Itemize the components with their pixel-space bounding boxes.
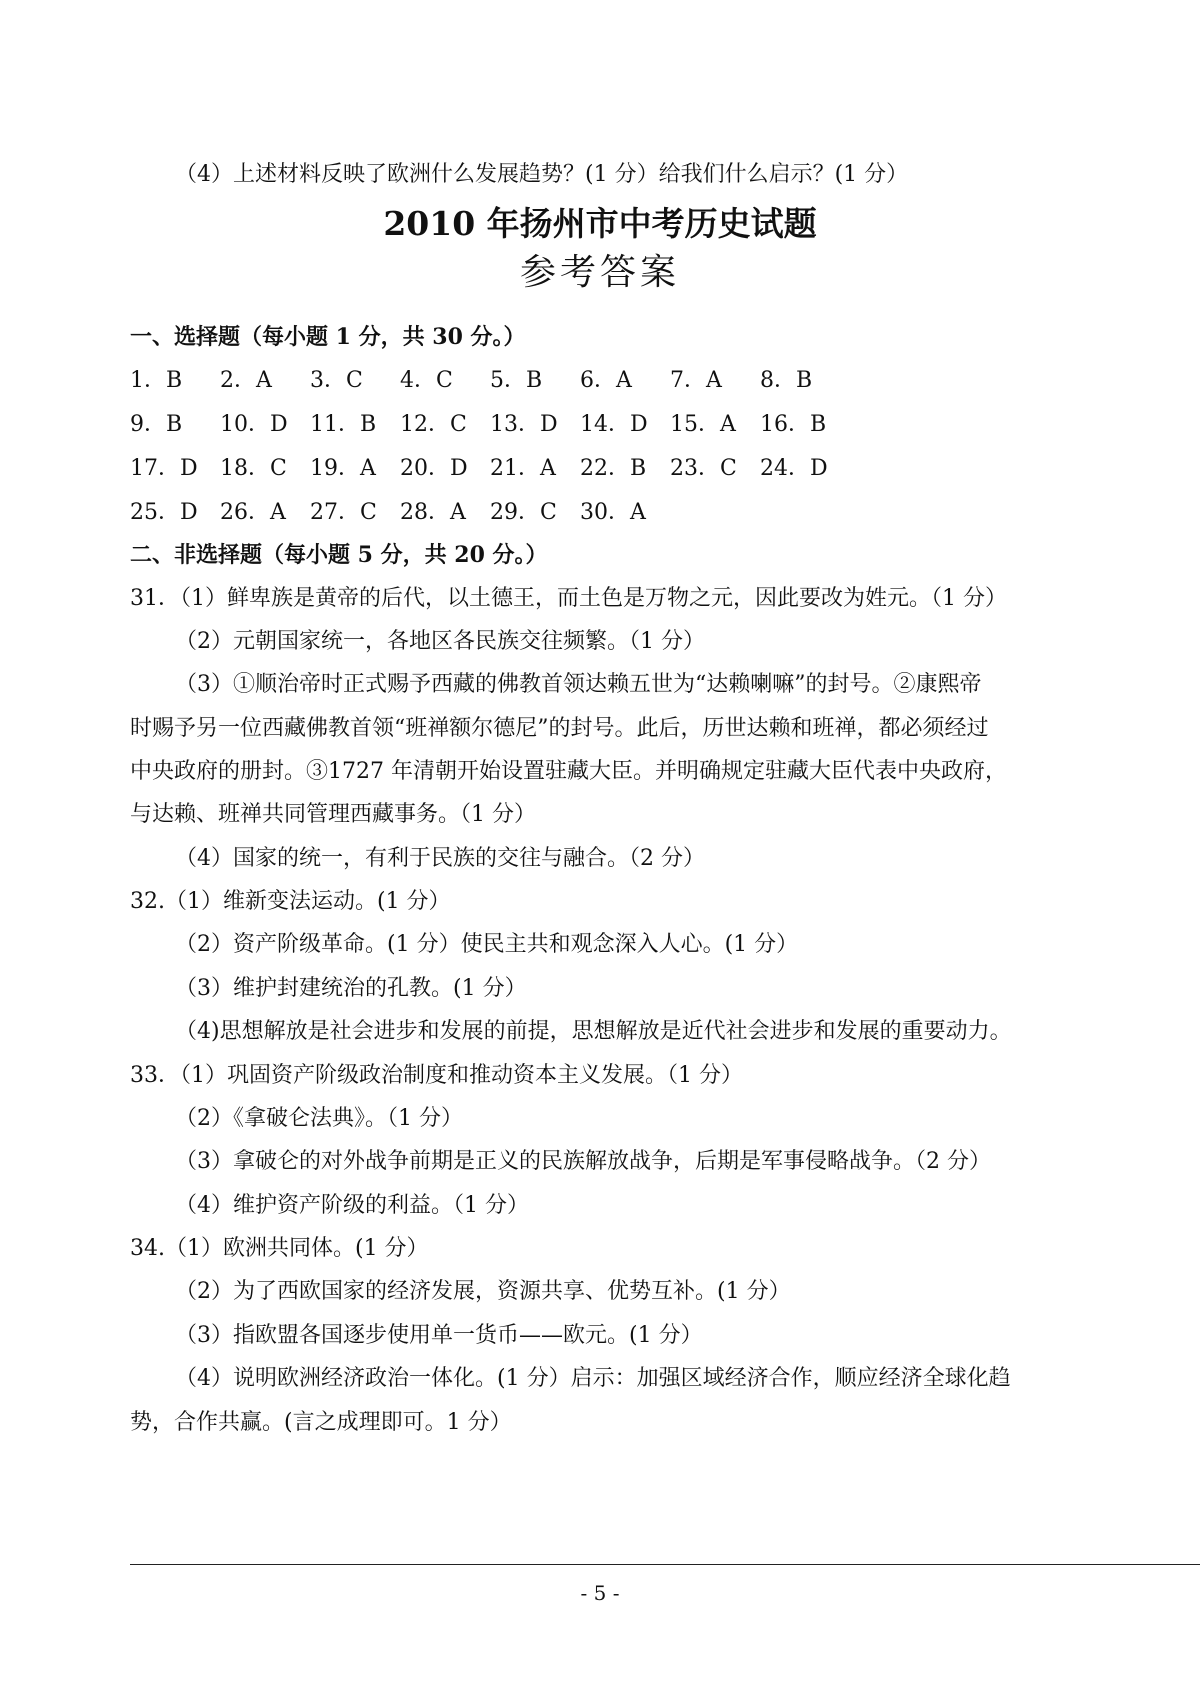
answer-item: 23．C — [670, 456, 737, 481]
answer-line: 与达赖、班禅共同管理西藏事务。（1 分） — [130, 802, 536, 827]
answer-line: 中央政府的册封。③1727 年清朝开始设置驻藏大臣。并明确规定驻藏大臣代表中央政府， — [130, 759, 1007, 784]
answer-item: 7．A — [670, 368, 722, 393]
answer-item: 9．B — [130, 412, 183, 437]
answer-line: （3）维护封建统治的孔教。(1 分） — [175, 976, 527, 1001]
page-subtitle: 参考答案 — [519, 252, 680, 293]
answer-line: （3）拿破仑的对外战争前期是正义的民族解放战争，后期是军事侵略战争。（2 分） — [175, 1149, 991, 1174]
answer-item: 18．C — [220, 456, 287, 481]
answer-line: 32.（1）维新变法运动。(1 分） — [130, 889, 451, 914]
answer-item: 12．C — [400, 412, 467, 437]
answer-item: 20．D — [400, 456, 468, 481]
answer-item: 22．B — [580, 456, 647, 481]
answer-item: 19．A — [310, 456, 376, 481]
answer-item: 17．D — [130, 456, 198, 481]
section2-heading: 二、非选择题（每小题 5 分，共 20 分。） — [130, 542, 548, 568]
answer-line: （3）指欧盟各国逐步使用单一货币——欧元。(1 分） — [175, 1323, 703, 1348]
answer-line: （2）资产阶级革命。(1 分）使民主共和观念深入人心。(1 分） — [175, 932, 799, 957]
answer-line: （4)思想解放是社会进步和发展的前提，思想解放是近代社会进步和发展的重要动力。 — [175, 1019, 1012, 1044]
answer-line: （2）《拿破仑法典》。（1 分） — [175, 1106, 463, 1131]
answer-item: 3．C — [310, 368, 363, 393]
answer-item: 10．D — [220, 412, 288, 437]
answer-item: 25．D — [130, 500, 198, 525]
answer-item: 13．D — [490, 412, 558, 437]
answer-item: 4．C — [400, 368, 453, 393]
answer-line: （4）国家的统一，有利于民族的交往与融合。（2 分） — [175, 846, 705, 871]
answer-item: 21．A — [490, 456, 556, 481]
answer-line: 时赐予另一位西藏佛教首领“班禅额尔德尼”的封号。此后，历世达赖和班禅，都必须经过 — [130, 716, 989, 741]
answer-line: （4）维护资产阶级的利益。（1 分） — [175, 1193, 529, 1218]
answer-line: 34.（1）欧洲共同体。(1 分） — [130, 1236, 429, 1261]
answer-item: 26．A — [220, 500, 286, 525]
answer-item: 29．C — [490, 500, 557, 525]
answer-item: 30．A — [580, 500, 646, 525]
answer-line: （3）①顺治帝时正式赐予西藏的佛教首领达赖五世为“达赖喇嘛”的封号。②康熙帝 — [175, 672, 982, 697]
answer-item: 27．C — [310, 500, 377, 525]
answer-line: （2）元朝国家统一，各地区各民族交往频繁。（1 分） — [175, 629, 705, 654]
answer-item: 1．B — [130, 368, 183, 393]
answer-item: 14．D — [580, 412, 648, 437]
answer-line: （2）为了西欧国家的经济发展，资源共享、优势互补。(1 分） — [175, 1279, 791, 1304]
page-title: 2010 年扬州市中考历史试题 — [383, 204, 817, 243]
answer-line: （4）说明欧洲经济政治一体化。(1 分）启示：加强区域经济合作，顺应经济全球化趋 — [175, 1366, 1011, 1391]
answer-item: 24．D — [760, 456, 828, 481]
answer-item: 8．B — [760, 368, 813, 393]
answer-line: 势，合作共赢。(言之成理即可。1 分） — [130, 1410, 512, 1435]
section1-heading: 一、选择题（每小题 1 分，共 30 分。） — [130, 324, 526, 350]
answer-item: 28．A — [400, 500, 466, 525]
answer-item: 11．B — [310, 412, 377, 437]
answer-item: 5．B — [490, 368, 543, 393]
answer-item: 15．A — [670, 412, 736, 437]
footer-divider — [130, 1564, 1200, 1565]
page-number: - 5 - — [580, 1581, 620, 1605]
answer-item: 16．B — [760, 412, 827, 437]
previous-question-text: （4）上述材料反映了欧洲什么发展趋势？(1 分）给我们什么启示？(1 分） — [175, 162, 909, 187]
answer-line: 31．（1）鲜卑族是黄帝的后代，以土德王，而土色是万物之元，因此要改为姓元。（1 分） — [130, 586, 1007, 611]
answer-item: 2．A — [220, 368, 272, 393]
answer-item: 6．A — [580, 368, 632, 393]
answer-line: 33．（1）巩固资产阶级政治制度和推动资本主义发展。（1 分） — [130, 1063, 743, 1088]
